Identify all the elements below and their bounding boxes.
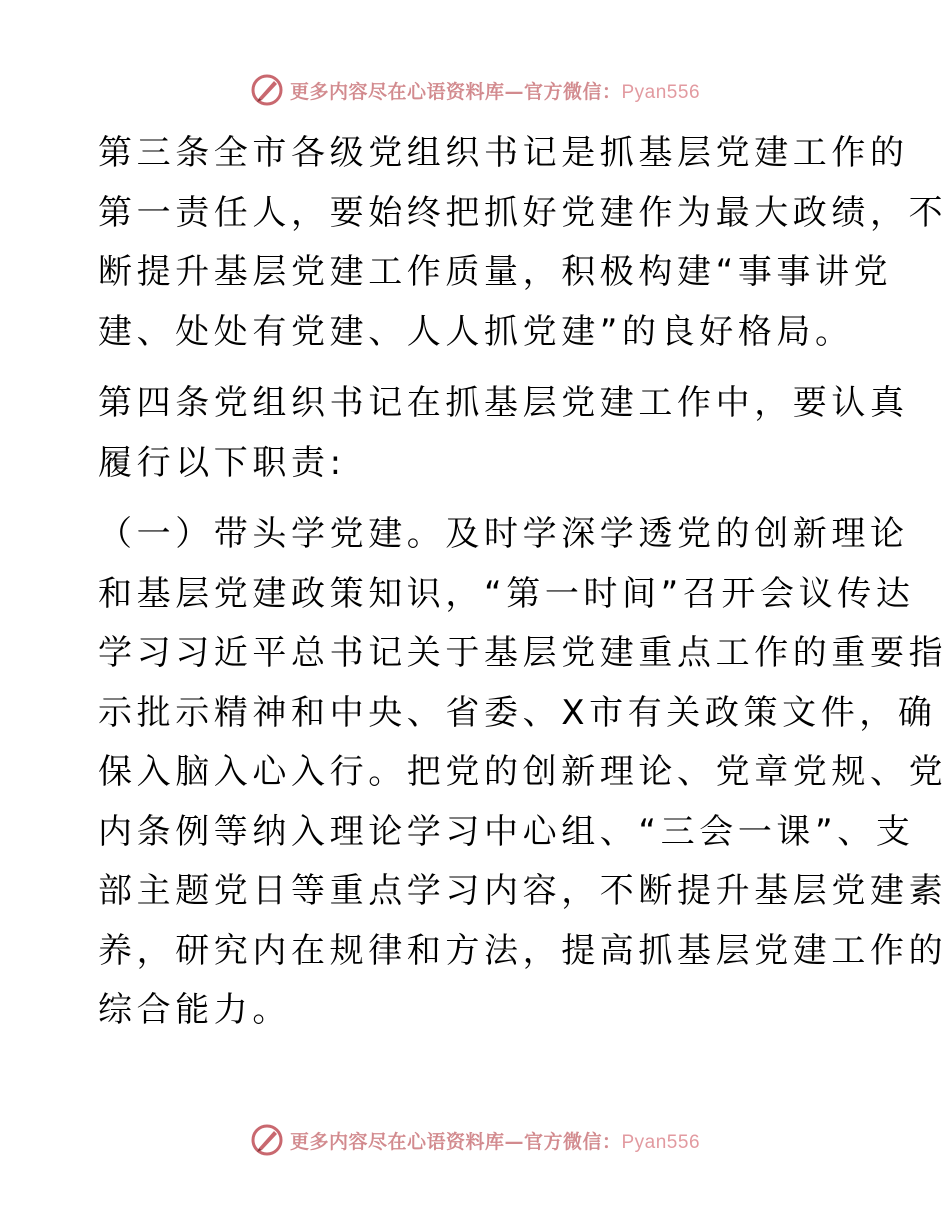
text-line: 第四条党组织书记在抓基层党建工作中，要认真 — [98, 383, 909, 423]
text-line: 第三条全市各级党组织书记是抓基层党建工作的 — [98, 133, 909, 173]
text-line: 部主题党日等重点学习内容，不断提升基层党建素 — [98, 871, 948, 911]
header-banner — [0, 70, 950, 110]
quill-pen-logo-icon — [250, 1123, 284, 1157]
text-line: 养，研究内在规律和方法，提高抓基层党建工作的 — [98, 930, 948, 971]
banner-text — [290, 1127, 700, 1154]
paragraph-article-3 — [98, 124, 948, 362]
banner-slogan: 更多内容尽在心语资料库—官方微信： — [289, 80, 622, 103]
text-line: 综合能力。 — [98, 990, 291, 1030]
banner-text — [290, 77, 700, 104]
banner-slogan: 更多内容尽在心语资料库—官方微信： — [289, 1130, 622, 1153]
quill-pen-logo-icon — [250, 73, 284, 107]
banner-wechat-id: Pyan556 — [621, 81, 701, 103]
footer-banner — [0, 1120, 950, 1160]
text-line: 履行以下职责: — [98, 442, 346, 483]
text-line: 断提升基层党建工作质量，积极构建“事事讲党 — [98, 252, 893, 292]
text-line: 和基层党建政策知识，“第一时间”召开会议传达 — [98, 573, 915, 614]
banner-wechat-id: Pyan556 — [621, 1131, 701, 1153]
paragraph-article-4 — [98, 374, 909, 493]
text-line: 示批示精神和中央、省委、X市有关政策文件，确 — [98, 692, 937, 733]
text-line: 第一责任人，要始终把抓好党建作为最大政绩，不 — [98, 192, 948, 233]
text-line: 内条例等纳入理论学习中心组、“三会一课”、支 — [98, 811, 915, 852]
text-line: 建、处处有党建、人人抓党建”的良好格局。 — [98, 311, 854, 352]
document-body — [98, 124, 948, 1041]
text-line: 学习习近平总书记关于基层党建重点工作的重要指 — [98, 633, 948, 673]
text-line: （一）带头学党建。及时学深学透党的创新理论 — [98, 514, 909, 554]
paragraph-item-1 — [98, 505, 948, 1041]
text-line: 保入脑入心入行。把党的创新理论、党章党规、党 — [98, 752, 948, 792]
